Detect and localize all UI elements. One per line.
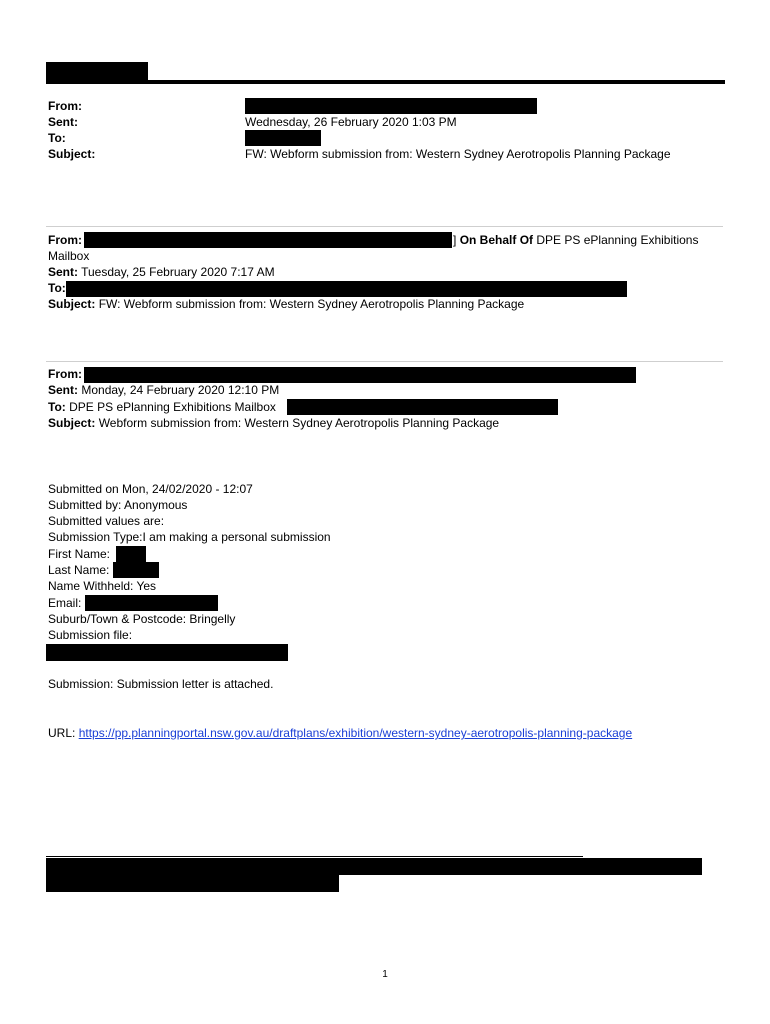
submission-type: Submission Type:I am making a personal submission <box>48 530 331 544</box>
fwd2-sent-value: Monday, 24 February 2020 12:10 PM <box>81 383 280 397</box>
fwd2-to-value: DPE PS ePlanning Exhibitions Mailbox <box>69 400 276 414</box>
fwd1-subject-value: FW: Webform submission from: Western Sydney Aerotropolis Planning Package <box>98 297 525 311</box>
redacted-first-name <box>116 546 146 562</box>
fwd2-sent-label: Sent: <box>48 383 78 397</box>
fwd1-behalf-value: DPE PS ePlanning Exhibitions <box>536 233 699 247</box>
redacted-fwd2-from <box>84 367 636 383</box>
fwd1-sent-label: Sent: <box>48 265 78 279</box>
fwd1-subject-label: Subject: <box>48 297 96 311</box>
fwd2-subject-label: Subject: <box>48 416 96 430</box>
fwd2-sent-line <box>48 382 279 398</box>
fwd1-behalf-bracket: ] <box>453 233 457 247</box>
page-number: 1 <box>382 969 388 980</box>
exhibition-url-link[interactable]: https://pp.planningportal.nsw.gov.au/draftplans/exhibition/western-sydney-aerotropolis-planning-package <box>78 726 633 740</box>
header-rule <box>46 80 725 84</box>
redacted-fwd1-to <box>66 281 627 297</box>
sent-value: Wednesday, 26 February 2020 1:03 PM <box>245 115 457 129</box>
fwd1-to-line <box>48 280 66 296</box>
redacted-from <box>245 98 537 114</box>
fwd2-to-line <box>48 399 276 415</box>
fwd1-to-label: To: <box>48 281 66 295</box>
suburb: Suburb/Town & Postcode: Bringelly <box>48 612 236 626</box>
sent-label: Sent: <box>48 115 78 129</box>
subject-label: Subject: <box>48 147 96 161</box>
redacted-email <box>85 595 218 611</box>
fwd1-from-line <box>48 232 82 248</box>
fwd2-to-label: To: <box>48 400 66 414</box>
email-label: Email: <box>48 596 82 610</box>
to-label: To: <box>48 131 66 145</box>
fwd2-from-line <box>48 366 82 382</box>
submitted-on: Submitted on Mon, 24/02/2020 - 12:07 <box>48 482 253 496</box>
redacted-fwd1-from <box>84 232 452 248</box>
redacted-submission-file <box>46 644 288 661</box>
submission-file-label: Submission file: <box>48 628 133 642</box>
separator-2 <box>46 361 723 362</box>
url-line <box>48 725 632 741</box>
redacted-fwd2-to <box>287 399 558 415</box>
from-label: From: <box>48 99 82 113</box>
redacted-sender-name <box>46 62 148 82</box>
submission-text: Submission: Submission letter is attached. <box>48 677 274 691</box>
fwd2-subject-line <box>48 415 499 431</box>
fwd1-behalf-label: On Behalf Of <box>459 233 534 247</box>
fwd2-from-label: From: <box>48 367 82 381</box>
fwd1-sent-line <box>48 264 275 280</box>
fwd1-behalf-line <box>453 232 698 248</box>
footer-rule <box>46 856 583 857</box>
last-name-label: Last Name: <box>48 563 110 577</box>
subject-value: FW: Webform submission from: Western Sydney Aerotropolis Planning Package <box>245 147 671 161</box>
submitted-by: Submitted by: Anonymous <box>48 498 188 512</box>
name-withheld: Name Withheld: Yes <box>48 579 157 593</box>
url-label: URL: <box>48 726 76 740</box>
redacted-footer-2 <box>46 875 339 892</box>
redacted-last-name <box>113 562 159 578</box>
fwd1-from-label: From: <box>48 233 82 247</box>
first-name-label: First Name: <box>48 547 111 561</box>
fwd2-subject-value: Webform submission from: Western Sydney Aerotropolis Planning Package <box>98 416 500 430</box>
fwd1-subject-line <box>48 296 524 312</box>
fwd1-behalf-cont: Mailbox <box>48 249 90 263</box>
values-are: Submitted values are: <box>48 514 165 528</box>
redacted-to <box>245 130 321 146</box>
fwd1-sent-value: Tuesday, 25 February 2020 7:17 AM <box>81 265 275 279</box>
separator-1 <box>46 226 723 227</box>
redacted-footer-1 <box>46 858 702 875</box>
